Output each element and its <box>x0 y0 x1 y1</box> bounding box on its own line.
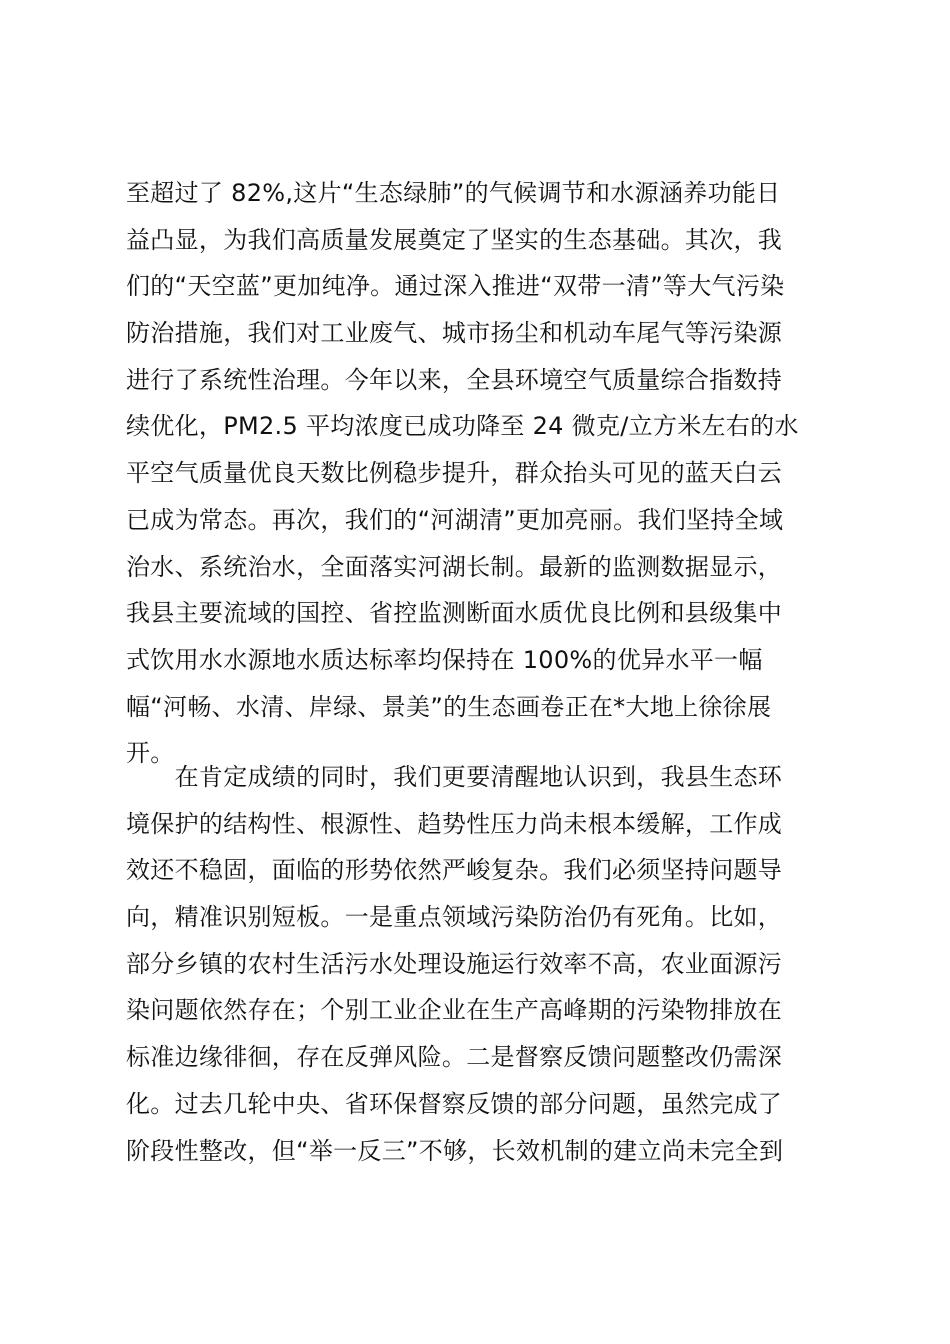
text-line: 化。过去几轮中央、省环保督察反馈的部分问题，虽然完成了 <box>126 1089 783 1118</box>
text-line: 幅“河畅、水清、岸绿、景美”的生态画卷正在*大地上徐徐展 <box>126 692 772 721</box>
text-line: 境保护的结构性、根源性、趋势性压力尚未根本缓解，工作成 <box>126 809 783 838</box>
text-line: 效还不稳固，面临的形势依然严峻复杂。我们必须坚持问题导 <box>126 856 783 885</box>
text-line: 治水、系统治水，全面落实河湖长制。最新的监测数据显示， <box>126 552 783 581</box>
text-line: 平空气质量优良天数比例稳步提升，群众抬头可见的蓝天白云 <box>126 459 783 488</box>
paragraph-2 <box>126 754 826 1174</box>
text-line: 开。 <box>126 739 175 768</box>
text-line: 我县主要流域的国控、省控监测断面水质优良比例和县级集中 <box>126 599 783 628</box>
text-line: 们的“天空蓝”更加纯净。通过深入推进“双带一清”等大气污染 <box>126 272 785 301</box>
text-line: 进行了系统性治理。今年以来，全县环境空气质量综合指数持 <box>126 365 783 394</box>
text-line: 部分乡镇的农村生活污水处理设施运行效率不高，农业面源污 <box>126 949 783 978</box>
text-line: 阶段性整改，但“举一反三”不够，长效机制的建立尚未完全到 <box>126 1136 784 1165</box>
paragraph-1 <box>126 170 826 777</box>
text-line: 式饮用水水源地水质达标率均保持在 100%的优异水平一幅 <box>126 645 763 674</box>
text-line: 续优化，PM2.5 平均浓度已成功降至 24 微克/立方米左右的水 <box>126 412 799 441</box>
text-line: 已成为常态。再次，我们的“河湖清”更加亮丽。我们坚持全域 <box>126 505 784 534</box>
text-line: 至超过了 82%,这片“生态绿肺”的气候调节和水源涵养功能日 <box>126 179 781 207</box>
text-line: 染问题依然存在；个别工业企业在生产高峰期的污染物排放在 <box>126 996 783 1025</box>
text-line: 防治措施，我们对工业废气、城市扬尘和机动车尾气等污染源 <box>126 319 783 348</box>
text-line: 向，精准识别短板。一是重点领域污染防治仍有死角。比如， <box>126 903 783 932</box>
text-line: 益凸显，为我们高质量发展奠定了坚实的生态基础。其次，我 <box>126 225 783 254</box>
text-line: 在肯定成绩的同时，我们更要清醒地认识到，我县生态环 <box>126 763 783 791</box>
text-line: 标准边缘徘徊，存在反弹风险。二是督察反馈问题整改仍需深 <box>126 1043 783 1072</box>
